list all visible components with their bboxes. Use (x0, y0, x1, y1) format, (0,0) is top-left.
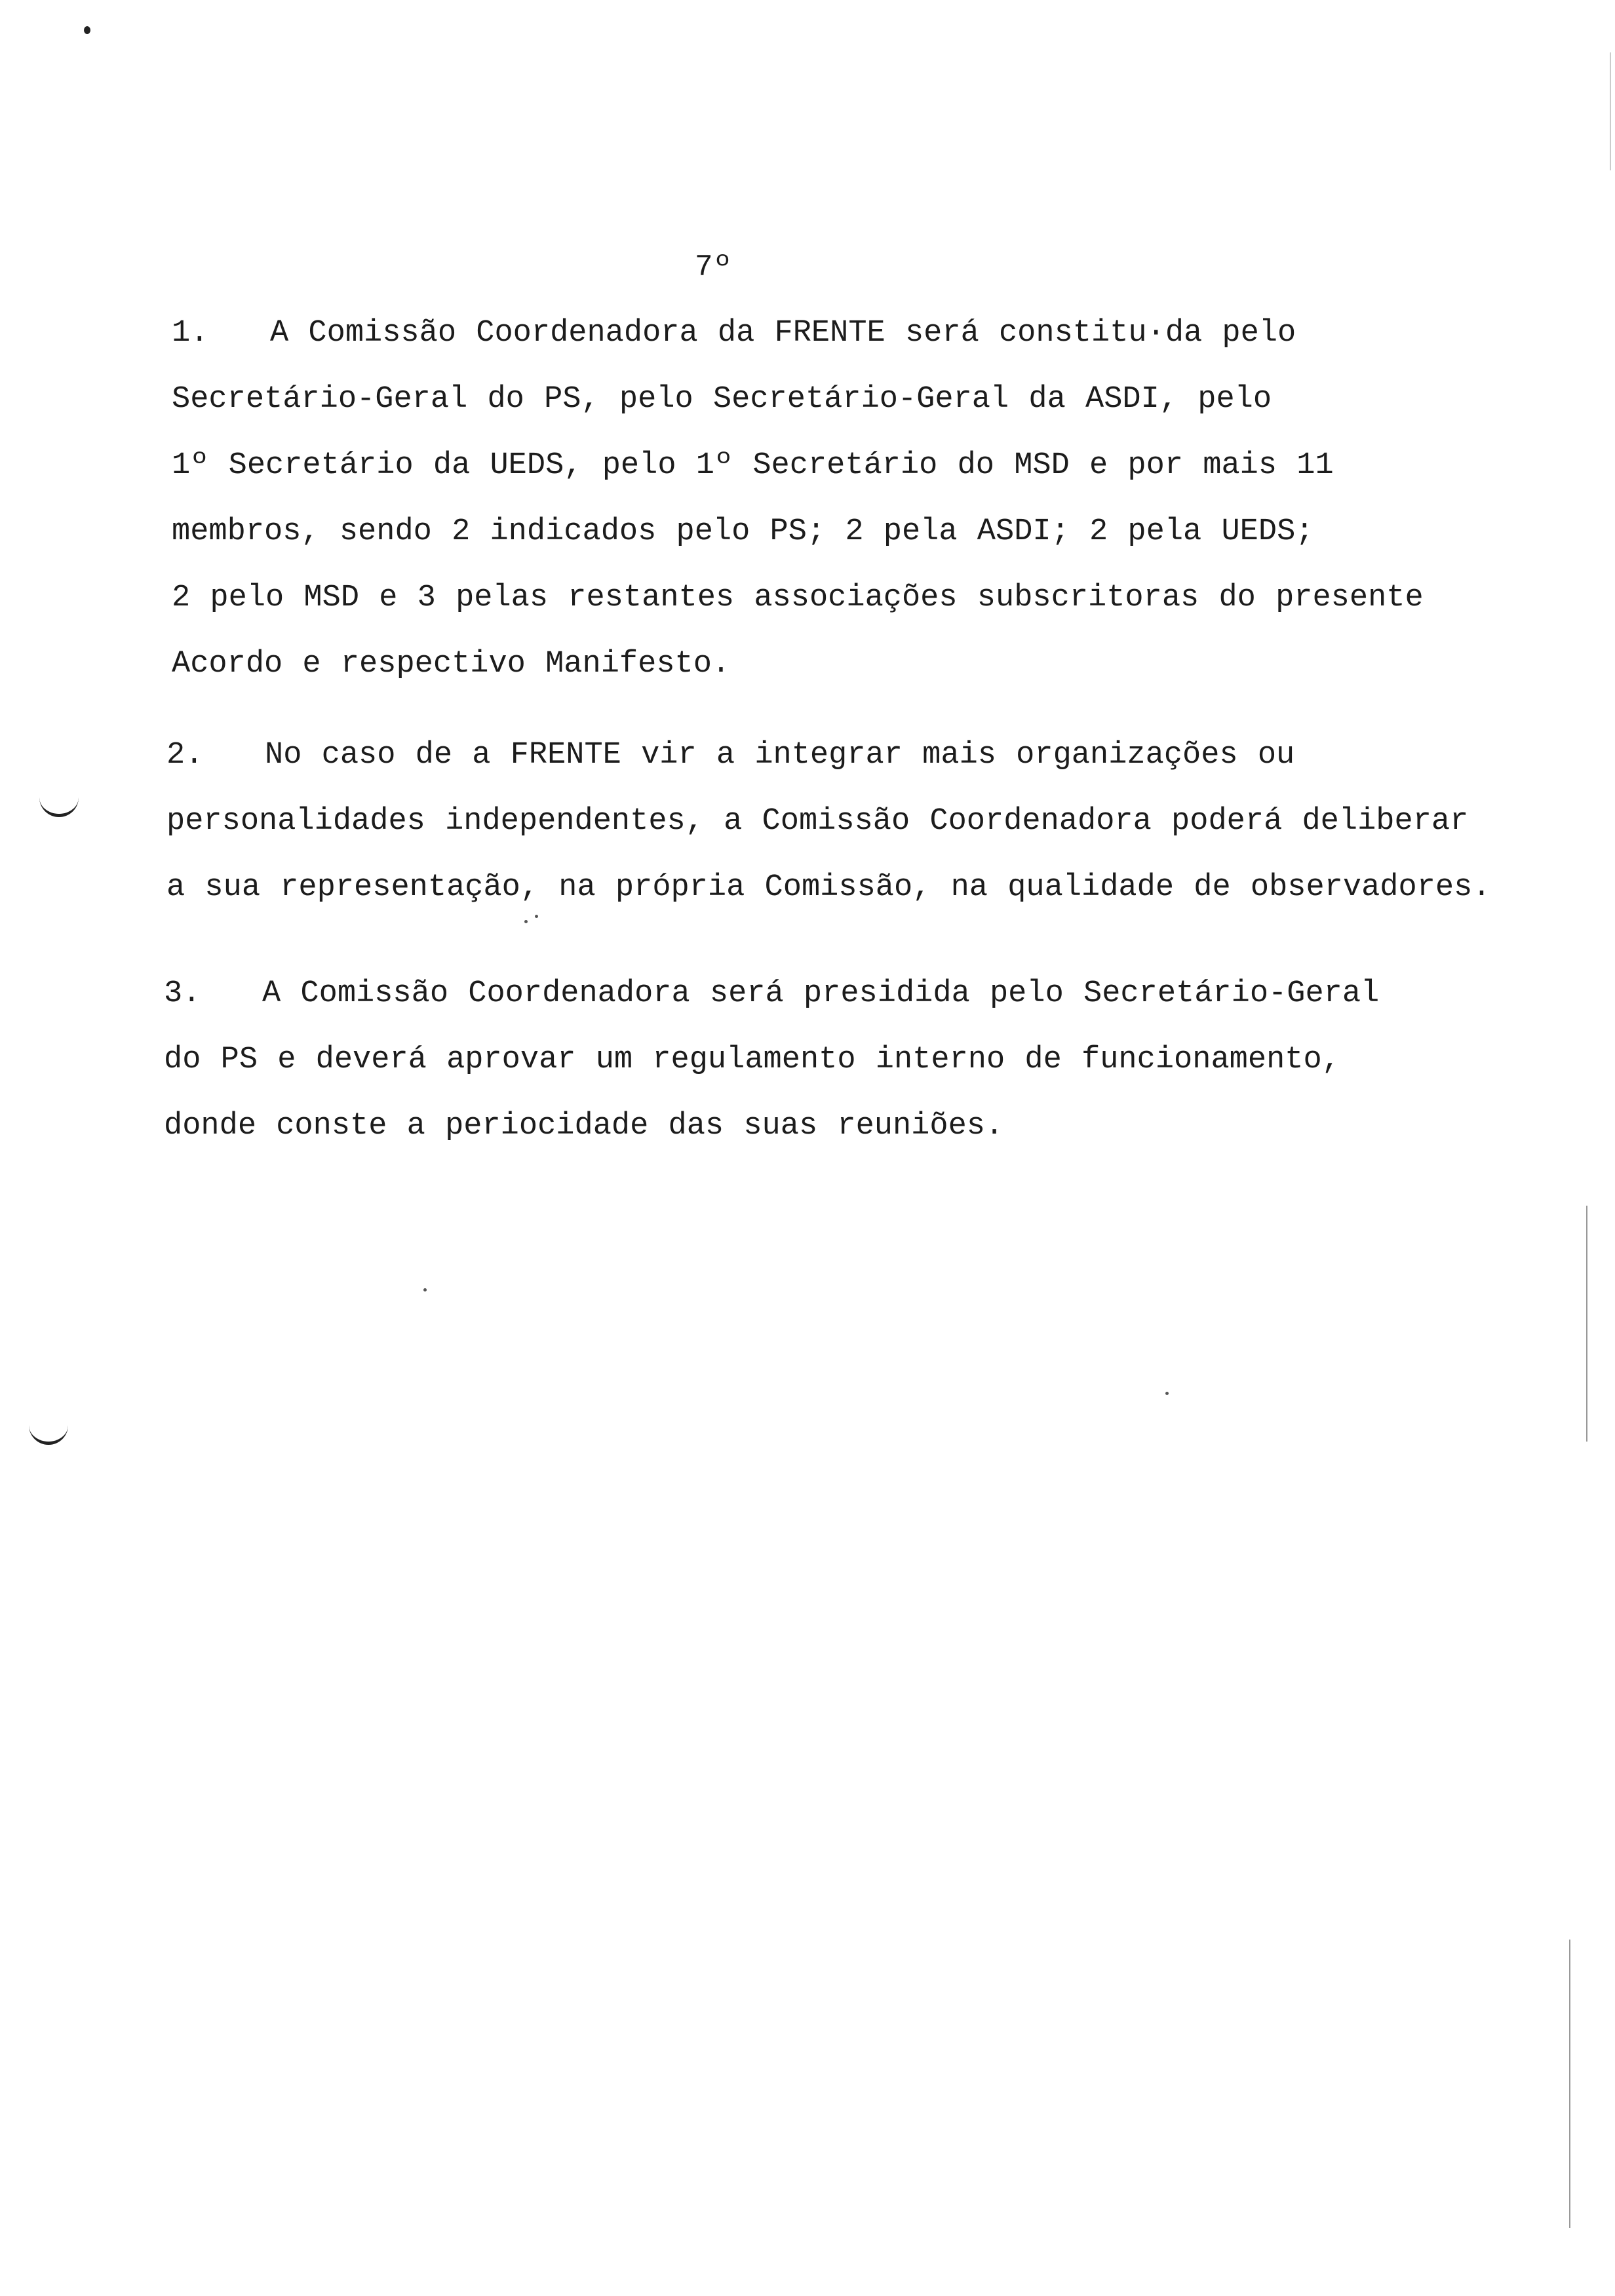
paragraph-line: 1º Secretário da UEDS, pelo 1º Secretário do MSD e por mais 11 (172, 448, 1334, 483)
scan-speck (84, 26, 90, 34)
binding-mark-bottom (29, 1422, 68, 1445)
scan-edge-line (1569, 1940, 1570, 2228)
paragraph-line: 1. A Comissão Coordenadora da FRENTE será constitu·da pelo (172, 300, 1424, 366)
paragraph-2 (166, 722, 1491, 921)
paragraph-line: 2 pelo MSD e 3 pelas restantes associações subscritoras do presente (172, 581, 1424, 615)
scan-edge-line (1610, 52, 1611, 170)
paragraph-line: personalidades independentes, a Comissão Coordenadora poderá deliberar (166, 804, 1469, 839)
binding-mark-top (39, 794, 79, 817)
paragraph-line: 2. No caso de a FRENTE vir a integrar mais organizações ou (166, 722, 1491, 788)
paragraph-line: a sua representação, na própria Comissão, na qualidade de observadores. (166, 870, 1491, 905)
scan-edge-line (1586, 1206, 1587, 1442)
paragraph-line: membros, sendo 2 indicados pelo PS; 2 pela ASDI; 2 pela UEDS; (172, 514, 1314, 549)
scan-speck (1165, 1392, 1169, 1395)
paragraph-3 (164, 961, 1379, 1159)
paragraph-line: Secretário-Geral do PS, pelo Secretário-Geral da ASDI, pelo (172, 382, 1272, 417)
paragraph-line: donde conste a periocidade das suas reuniões. (164, 1109, 1004, 1143)
paragraph-number: 1. (172, 316, 209, 351)
scan-speck (423, 1288, 427, 1292)
paragraph-number: 3. (164, 976, 201, 1011)
paragraph-line: Acordo e respectivo Manifesto. (172, 647, 731, 681)
paragraph-1 (172, 300, 1424, 697)
paragraph-line: do PS e deverá aprovar um regulamento interno de funcionamento, (164, 1043, 1340, 1077)
paragraph-line: 3. A Comissão Coordenadora será presidida pelo Secretário-Geral (164, 961, 1379, 1027)
paragraph-number: 2. (166, 738, 204, 773)
section-number: 7º (695, 250, 733, 284)
